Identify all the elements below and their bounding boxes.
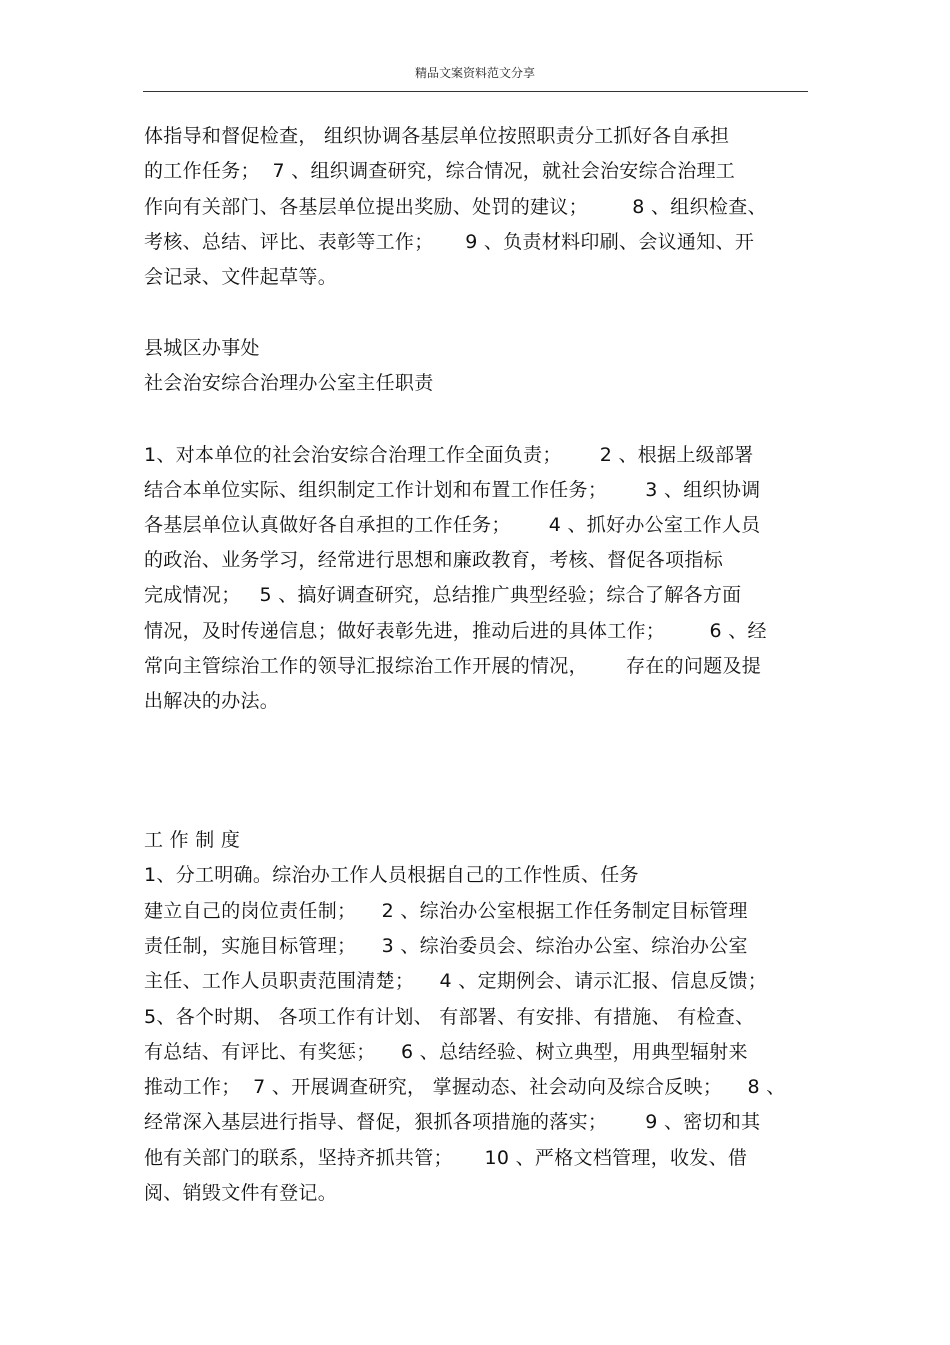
paragraph-line: 责任制，实施目标管理； 3 、综治委员会、综治办公室、综治办公室 — [144, 935, 748, 957]
paragraph-line: 经常深入基层进行指导、督促，狠抓各项措施的落实； 9 、密切和其 — [144, 1111, 761, 1133]
paragraph-line: 出解决的办法。 — [144, 690, 280, 712]
duty-title: 社会治安综合治理办公室主任职责 — [144, 372, 434, 394]
page-header: 精品文案资料范文分享 — [414, 66, 535, 80]
paragraph-line: 考核、总结、评比、表彰等工作； 9 、负责材料印刷、会议通知、开 — [144, 231, 755, 253]
paragraph-line: 作向有关部门、各基层单位提出奖励、处罚的建议； 8 、组织检查、 — [144, 196, 767, 218]
paragraph-line: 建立自己的岗位责任制； 2 、综治办公室根据工作任务制定目标管理 — [144, 900, 748, 922]
header-rule — [143, 91, 808, 92]
paragraph-line: 结合本单位实际、组织制定工作计划和布置工作任务； 3 、组织协调 — [144, 479, 761, 501]
paragraph-line: 主任、工作人员职责范围清楚； 4 、定期例会、请示汇报、信息反馈； — [144, 970, 768, 992]
paragraph-line: 完成情况； 5 、搞好调查研究，总结推广典型经验；综合了解各方面 — [144, 584, 742, 606]
paragraph-line: 他有关部门的联系，坚持齐抓共管； 10 、严格文档管理，收发、借 — [144, 1147, 748, 1169]
paragraph-line: 的工作任务； 7 、组织调查研究，综合情况，就社会治安综合治理工 — [144, 160, 736, 182]
paragraph-line: 会记录、文件起草等。 — [144, 266, 338, 288]
office-title: 县城区办事处 — [144, 337, 260, 359]
paragraph-line: 各基层单位认真做好各自承担的工作任务； 4 、抓好办公室工作人员 — [144, 514, 761, 536]
paragraph-line: 5、各个时期、 各项工作有计划、 有部署、有安排、有措施、 有检查、 — [144, 1006, 755, 1028]
paragraph-line: 推动工作； 7 、开展调查研究， 掌握动态、社会动向及综合反映； 8 、 — [144, 1076, 786, 1098]
paragraph-line: 体指导和督促检查， 组织协调各基层单位按照职责分工抓好各自承担 — [144, 125, 730, 147]
section-heading: 工 作 制 度 — [144, 829, 241, 851]
paragraph-line: 1、分工明确。综治办工作人员根据自己的工作性质、任务 — [144, 864, 639, 886]
paragraph-line: 的政治、业务学习，经常进行思想和廉政教育，考核、督促各项指标 — [144, 549, 724, 571]
paragraph-line: 阅、销毁文件有登记。 — [144, 1182, 338, 1204]
paragraph-line: 常向主管综治工作的领导汇报综治工作开展的情况， 存在的问题及提 — [144, 655, 762, 677]
paragraph-line: 1、对本单位的社会治安综合治理工作全面负责； 2 、根据上级部署 — [144, 444, 754, 466]
paragraph-line: 情况，及时传递信息；做好表彰先进，推动后进的具体工作； 6 、经 — [144, 620, 767, 642]
paragraph-line: 有总结、有评比、有奖惩； 6 、总结经验、树立典型，用典型辐射来 — [144, 1041, 748, 1063]
